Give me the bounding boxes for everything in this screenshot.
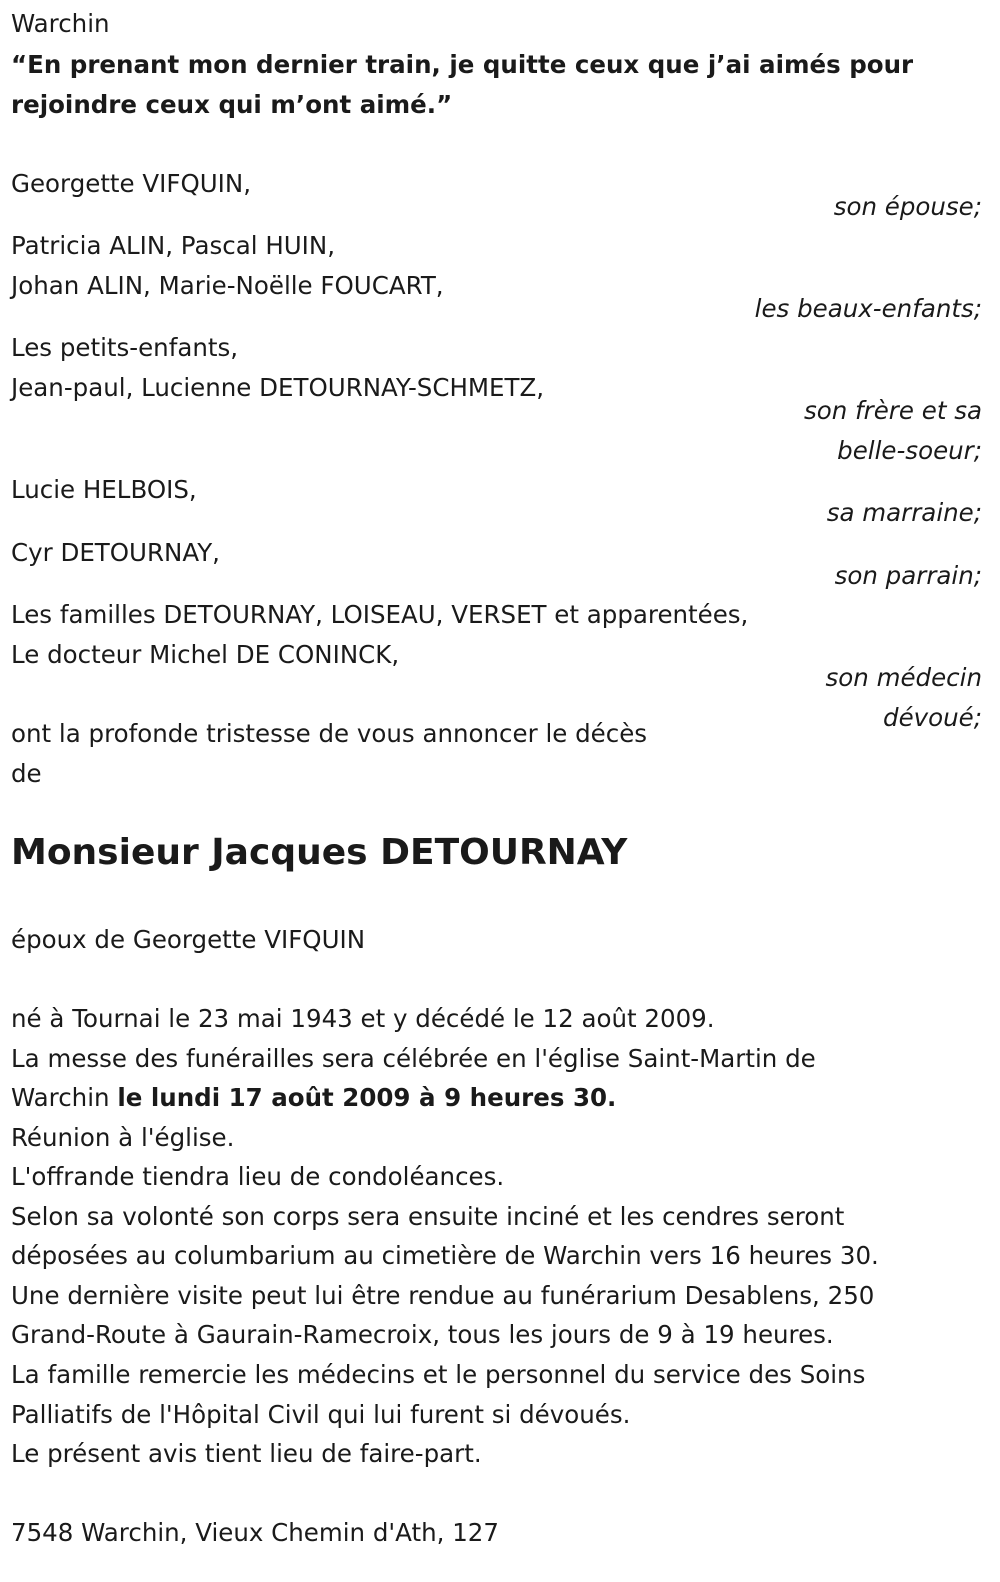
mass-date: le lundi 17 août 2009 à 9 heures 30. — [117, 1083, 617, 1112]
mass-line-2 — [11, 1078, 616, 1118]
grandchildren: Les petits-enfants, — [11, 333, 239, 362]
mass-place: Warchin — [11, 1083, 118, 1112]
brother-names: Jean-paul, Lucienne DETOURNAY-SCHMETZ, — [11, 373, 545, 402]
spouse-name: Georgette VIFQUIN, — [11, 169, 252, 198]
spouse-of-line: époux de Georgette VIFQUIN — [11, 925, 366, 954]
quote-line-1: “En prenant mon dernier train, je quitte ceux que j’ai aimés pour — [11, 50, 914, 79]
spouse-relation: son épouse; — [833, 192, 982, 221]
meeting-line: Réunion à l'église. — [11, 1123, 235, 1152]
visit-line-2: Grand-Route à Gaurain-Ramecroix, tous les jours de 9 à 19 heures. — [11, 1320, 834, 1349]
announce-line-2: de — [11, 759, 42, 788]
quote-line-2: rejoindre ceux qui m’ont aimé.” — [11, 90, 453, 119]
stepchildren-line-2: Johan ALIN, Marie-Noëlle FOUCART, — [11, 271, 444, 300]
godmother-name: Lucie HELBOIS, — [11, 475, 197, 504]
brother-relation-1: son frère et sa — [803, 396, 982, 425]
address-line: 7548 Warchin, Vieux Chemin d'Ath, 127 — [11, 1518, 499, 1547]
mass-line-1: La messe des funérailles sera célébrée en l'église Saint-Martin de — [11, 1044, 816, 1073]
thanks-line-1: La famille remercie les médecins et le personnel du service des Soins — [11, 1360, 866, 1389]
announce-line-1: ont la profonde tristesse de vous annoncer le décès — [11, 719, 648, 748]
notice-line: Le présent avis tient lieu de faire-part. — [11, 1439, 482, 1468]
families-line: Les familles DETOURNAY, LOISEAU, VERSET et apparentées, — [11, 600, 749, 629]
deceased-name: Monsieur Jacques DETOURNAY — [11, 832, 628, 873]
cremation-line-2: déposées au columbarium au cimetière de Warchin vers 16 heures 30. — [11, 1241, 879, 1270]
godmother-relation: sa marraine; — [826, 498, 982, 527]
offering-line: L'offrande tiendra lieu de condoléances. — [11, 1162, 505, 1191]
godfather-relation: son parrain; — [834, 561, 982, 590]
doctor-name: Le docteur Michel DE CONINCK, — [11, 640, 400, 669]
stepchildren-line-1: Patricia ALIN, Pascal HUIN, — [11, 231, 336, 260]
born-died-line: né à Tournai le 23 mai 1943 et y décédé le 12 août 2009. — [11, 1004, 715, 1033]
brother-relation-2: belle-soeur; — [837, 436, 982, 465]
place-header: Warchin — [11, 9, 110, 38]
godfather-name: Cyr DETOURNAY, — [11, 538, 220, 567]
doctor-relation-1: son médecin — [825, 663, 982, 692]
visit-line-1: Une dernière visite peut lui être rendue au funérarium Desablens, 250 — [11, 1281, 875, 1310]
doctor-relation-2: dévoué; — [883, 703, 982, 732]
stepchildren-relation: les beaux-enfants; — [754, 294, 982, 323]
thanks-line-2: Palliatifs de l'Hôpital Civil qui lui furent si dévoués. — [11, 1400, 631, 1429]
cremation-line-1: Selon sa volonté son corps sera ensuite inciné et les cendres seront — [11, 1202, 845, 1231]
